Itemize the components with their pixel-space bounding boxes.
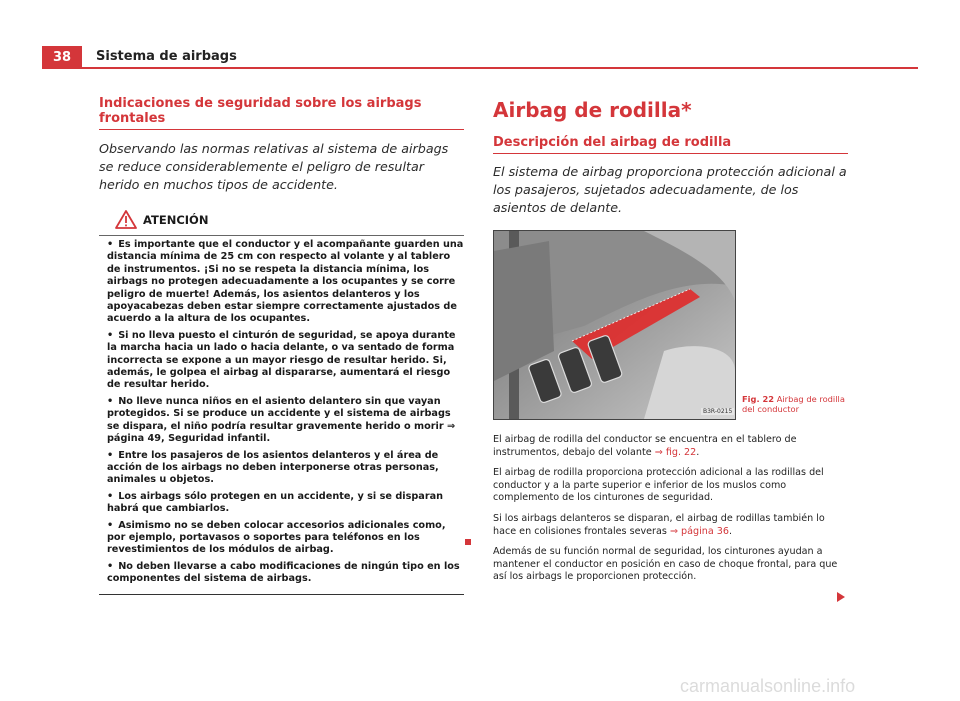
figure	[493, 230, 853, 420]
paragraph	[493, 467, 843, 505]
warning-box	[99, 206, 464, 595]
figure-caption	[742, 394, 852, 414]
warning-item	[107, 520, 464, 557]
bullet-icon: •	[107, 519, 114, 531]
svg-text:carmanualsonline.info: carmanualsonline.info	[680, 676, 856, 696]
chapter-title: Sistema de airbags	[96, 49, 237, 64]
continue-arrow-icon	[837, 592, 845, 602]
paragraph-text: Si los airbags delanteros se disparan, el airbag de rodillas también lo hace en colisiones frontales severas	[493, 512, 825, 537]
warning-header	[99, 206, 464, 236]
body-text	[493, 434, 843, 592]
bullet-icon: •	[107, 395, 114, 407]
warning-item	[107, 239, 464, 326]
warning-item	[107, 561, 464, 586]
warning-triangle-icon	[115, 210, 137, 229]
right-column	[493, 98, 848, 217]
warning-item	[107, 450, 464, 487]
left-column	[99, 96, 464, 595]
warning-item-text: Los airbags sólo protegen en un accidente, y si se disparan habrá que cambiarlos.	[107, 490, 444, 515]
figure-code: B3R-0215	[703, 408, 733, 415]
warning-list	[99, 236, 464, 594]
figure-reference-link[interactable]: ⇒ fig. 22	[654, 446, 697, 458]
section-intro: Observando las normas relativas al sistema de airbags se reduce considerablemente el peligro de resultar herido en muchos tipos de accidente.	[99, 141, 449, 192]
paragraph	[493, 513, 843, 538]
paragraph	[493, 434, 843, 459]
paragraph-end: .	[728, 525, 733, 537]
warning-item	[107, 330, 464, 392]
page-title: Airbag de rodilla*	[493, 98, 692, 122]
bullet-icon: •	[107, 560, 114, 572]
paragraph-text: Además de su función normal de seguridad, los cinturones ayudan a mantener el conductor en posición en caso de choque frontal, para que así los airbags le proporcionen protección.	[493, 546, 838, 583]
paragraph-text: El airbag de rodilla proporciona protección adicional a las rodillas del conductor y a la parte superior e inferior de los muslos como complemento de los cinturones de seguridad.	[493, 467, 824, 504]
section-heading: Indicaciones de seguridad sobre los airbags frontales	[99, 96, 464, 130]
section-end-marker	[465, 539, 471, 545]
warning-item-text: Asimismo no se deben colocar accesorios adicionales como, por ejemplo, portavasos o soportes para teléfonos en los revestimientos de los módulos de airbag.	[107, 519, 446, 556]
paragraph-end: .	[696, 446, 700, 458]
warning-item-text: Si no lleva puesto el cinturón de seguridad, se apoya durante la marcha hacia un lado o hacia delante, o va sentado de forma incorrecta se expone a un mayor riesgo de resultar herido. Si, además, le golpea el airbag al dispararse, aumentará el riesgo de resultar herido.	[107, 329, 456, 391]
warning-item-text: No deben llevarse a cabo modificaciones de ningún tipo en los componentes del sistema de airbags.	[107, 560, 460, 585]
knee-airbag-photo	[493, 230, 736, 420]
figure-number: Fig. 22	[742, 394, 775, 404]
warning-item-text: No lleve nunca niños en el asiento delantero sin que vayan protegidos. Si se produce un accidente y el sistema de airbags se dispara, el niño podría resultar gravemente herido o morir ⇒ página 49, Seguridad infantil.	[107, 395, 456, 445]
warning-item-text: Es importante que el conductor y el acompañante guarden una distancia mínima de 25 cm con respecto al volante y al tablero de instrumentos. ¡Si no se respeta la distancia mínima, los airbags no protegen adecuadamente a los ocupantes y se corre peligro de muerte! Además, los asientos delanteros y los apoyacabezas deben estar siempre correctamente ajustados de acuerdo a la altura de los ocupantes.	[107, 239, 464, 325]
warning-item	[107, 396, 464, 446]
warning-item-text: Entre los pasajeros de los asientos delanteros y el área de acción de los airbags no deben interponerse otras personas, animales u objetos.	[107, 449, 439, 486]
page-number: 38	[42, 46, 82, 68]
watermark-logo	[680, 674, 930, 698]
section-intro: El sistema de airbag proporciona protección adicional a los pasajeros, sujetados adecuadamente, de los asientos de delante.	[493, 164, 847, 215]
bullet-icon: •	[107, 449, 114, 461]
warning-title: ATENCIÓN	[143, 212, 209, 227]
bullet-icon: •	[107, 490, 114, 502]
paragraph-text: El airbag de rodilla del conductor se encuentra en el tablero de instrumentos, debajo del volante	[493, 434, 797, 458]
bullet-icon: •	[107, 329, 114, 341]
figure-caption-text: Airbag de rodilla del conductor	[742, 394, 845, 414]
paragraph	[493, 546, 843, 584]
page-reference-link[interactable]: ⇒ página 36	[669, 525, 729, 537]
section-heading: Descripción del airbag de rodilla	[493, 135, 848, 154]
bullet-icon: •	[107, 239, 114, 250]
warning-item	[107, 491, 464, 516]
header-rule	[42, 67, 918, 69]
